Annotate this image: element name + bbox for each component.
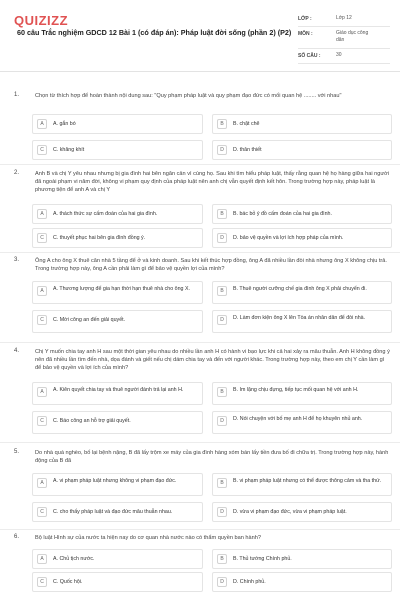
option-letter: A: [37, 209, 47, 219]
option-letter: C: [37, 145, 47, 155]
option-letter: B: [217, 554, 227, 564]
option-a[interactable]: [32, 114, 203, 134]
info-row-class: [298, 12, 390, 27]
option-letter: C: [37, 233, 47, 243]
info-row-count: [298, 49, 390, 64]
option-c[interactable]: [32, 572, 203, 592]
question-divider: [0, 164, 400, 165]
option-text: A. vi phạm pháp luật nhưng không vi phạm đạo đức.: [53, 478, 177, 484]
info-row-subject: [298, 27, 390, 49]
option-b[interactable]: [212, 473, 392, 496]
question-text: Chị Y muốn chia tay anh H sau một thời gian yêu nhau do nhiều lần anh H có hành vi bạo lực khi cả hai xảy ra mâu thuẫn. Anh H không đồng ý nên đã nhiều lần tìm đến nhà, dọa đánh và giết nếu chị dám chia tay và đến với người khác. Trong trường hợp này, theo em chị Y cần làm gì để bảo vệ quyền và lợi ích của mình?: [35, 349, 390, 371]
option-letter: D: [217, 315, 227, 325]
question-number: 3.: [14, 257, 20, 263]
option-a[interactable]: [32, 382, 203, 405]
info-label: SỐ CÂU :: [298, 53, 321, 59]
option-a[interactable]: [32, 473, 203, 496]
option-letter: C: [37, 507, 47, 517]
option-text: B. vi phạm pháp luật nhưng có thể được thông cảm và tha thứ.: [233, 478, 382, 484]
info-label: LỚP :: [298, 16, 312, 22]
option-letter: A: [37, 478, 47, 488]
option-letter: A: [37, 119, 47, 129]
option-text: D. Làm đơn kiện ông X lên Tòa án nhân dân để đòi nhà.: [233, 315, 366, 321]
option-b[interactable]: [212, 281, 392, 304]
question-text: Chọn từ thích hợp để hoàn thành nội dung sau: "Quy phạm pháp luật và quy phạm đạo đức có mối quan hệ ........ với nhau": [35, 93, 342, 99]
option-b[interactable]: [212, 114, 392, 134]
question-divider: [0, 529, 400, 530]
worksheet-title: 60 câu Trắc nghiệm GDCD 12 Bài 1 (có đáp án): Pháp luật đời sống (phần 2) (P2): [17, 28, 292, 37]
option-b[interactable]: [212, 382, 392, 405]
option-d[interactable]: [212, 572, 392, 592]
option-text: B. chặt chẽ: [233, 121, 260, 127]
question-text: Bộ luật Hình sự của nước ta hiện nay do cơ quan nhà nước nào có thẩm quyền ban hành?: [35, 535, 261, 541]
option-letter: C: [37, 315, 47, 325]
info-value: Lớp 12: [336, 15, 352, 21]
option-d[interactable]: [212, 228, 392, 248]
option-letter: C: [37, 577, 47, 587]
info-value: 30: [336, 52, 342, 58]
option-text: D. thân thiết: [233, 147, 262, 153]
option-text: D. Chính phủ.: [233, 579, 266, 585]
question-number: 5.: [14, 449, 20, 455]
option-d[interactable]: [212, 411, 392, 434]
option-d[interactable]: [212, 310, 392, 333]
option-c[interactable]: [32, 411, 203, 434]
option-letter: D: [217, 233, 227, 243]
option-c[interactable]: [32, 310, 203, 333]
info-label: MÔN :: [298, 31, 313, 37]
option-text: A. Kiên quyết chia tay và thuê người đánh trả lại anh H.: [53, 387, 184, 393]
option-text: C. Quốc hội.: [53, 579, 83, 585]
worksheet-info: [298, 12, 390, 64]
option-text: C. Mời công an đến giải quyết.: [53, 317, 126, 323]
option-d[interactable]: [212, 502, 392, 522]
option-text: C. thuyết phục hai bên gia đình đồng ý.: [53, 235, 146, 241]
option-text: C. Báo công an hỗ trợ giải quyết.: [53, 418, 131, 424]
option-a[interactable]: [32, 549, 203, 569]
question-divider: [0, 442, 400, 443]
option-a[interactable]: [32, 204, 203, 224]
option-text: B. Thuê người cưỡng chế gia đình ông X phải chuyển đi.: [233, 286, 367, 292]
option-text: C. cho thấy pháp luật và đạo đức mâu thuẫn nhau.: [53, 509, 173, 515]
question-text: Ông A cho ông X thuê căn nhà 5 tầng để ở và kinh doanh. Sau khi kết thúc hợp đồng, ông A đã nhiều lần đòi nhà nhưng ông X không chịu trả. Trong trường hợp này, ông A cần phải làm gì để bảo vệ quyền lợi của mình?: [35, 258, 387, 272]
option-text: A. Thương lượng để gia hạn thời hạn thuê nhà cho ông X.: [53, 286, 190, 292]
brand-logo[interactable]: QUIZIZZ: [14, 13, 69, 28]
option-letter: B: [217, 387, 227, 397]
option-text: B. Thủ tướng Chính phủ.: [233, 556, 292, 562]
question-divider: [0, 342, 400, 343]
option-letter: A: [37, 387, 47, 397]
option-a[interactable]: [32, 281, 203, 304]
option-letter: D: [217, 416, 227, 426]
option-b[interactable]: [212, 204, 392, 224]
question-text: Anh B và chị Y yêu nhau nhưng bị gia đình hai bên ngăn cản vì cùng họ. Sau khi tìm hiểu pháp luật, thấy rằng quan hệ họ hàng giữa hai người đã ngoài phạm vi năm đời, không vi phạm quy định của pháp luật nên anh chị vẫn quyết định kết hôn. Trong trường hợp này, pháp luật là phương tiện để anh A và chị Y: [35, 171, 389, 193]
option-letter: D: [217, 145, 227, 155]
question-text: Do nhà quá nghèo, bố lại bệnh nặng, B đã lấy trộm xe máy của gia đình hàng xóm bán lấy tiền đưa bố đi chữa trị. Trong trường hợp này, hành động của B đã: [35, 450, 389, 464]
question-number: 4.: [14, 348, 20, 354]
question-divider: [0, 252, 400, 253]
option-text: A. Chủ tịch nước.: [53, 556, 95, 562]
option-letter: C: [37, 416, 47, 426]
option-letter: A: [37, 286, 47, 296]
question-number: 1.: [14, 92, 20, 98]
info-value: Giáo dục công dân: [336, 30, 369, 43]
option-text: A. thách thức sự cấm đoán của hai gia đình.: [53, 211, 158, 217]
worksheet-header: [0, 0, 400, 72]
option-text: D. vừa vi phạm đạo đức, vừa vi phạm pháp luật.: [233, 509, 347, 515]
option-text: C. khăng khít: [53, 147, 85, 153]
option-letter: B: [217, 119, 227, 129]
option-c[interactable]: [32, 502, 203, 522]
option-letter: B: [217, 209, 227, 219]
option-text: B. Im lặng chịu đựng, tiếp tục mối quan hệ với anh H.: [233, 387, 359, 393]
question-number: 2.: [14, 170, 20, 176]
option-text: A. gắn bó: [53, 121, 76, 127]
option-letter: D: [217, 507, 227, 517]
option-d[interactable]: [212, 140, 392, 160]
option-b[interactable]: [212, 549, 392, 569]
option-text: D. bảo vệ quyền và lợi ích hợp pháp của mình.: [233, 235, 344, 241]
question-number: 6.: [14, 534, 20, 540]
option-text: D. Nói chuyện với bố mẹ anh H để họ khuyên nhủ anh.: [233, 416, 363, 422]
option-letter: D: [217, 577, 227, 587]
option-text: B. bác bỏ ý đồ cấm đoán của hai gia đình.: [233, 211, 332, 217]
option-letter: A: [37, 554, 47, 564]
option-letter: B: [217, 286, 227, 296]
option-c[interactable]: [32, 228, 203, 248]
option-letter: B: [217, 478, 227, 488]
option-c[interactable]: [32, 140, 203, 160]
